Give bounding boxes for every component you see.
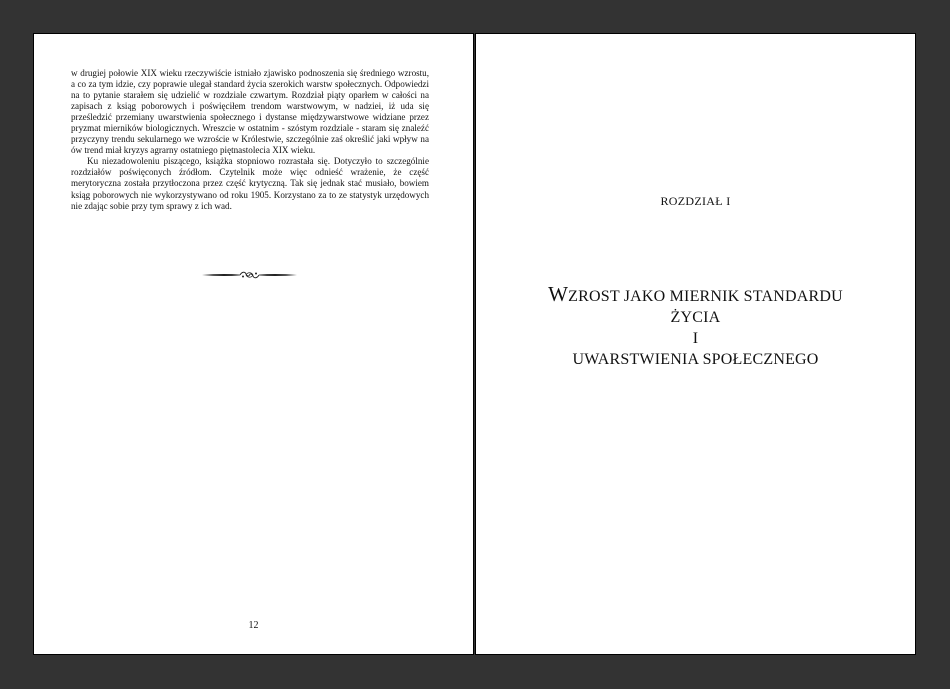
chapter-title: [476, 284, 915, 370]
paragraph-2: Ku niezadowoleniu piszącego, książka stopniowo rozrastała się. Dotyczyło to szczególnie rozdziałów poświęconych źródłom. Czytelnik może więc odnieść wrażenie, że część merytoryczna została przytłoczona przez część krytyczną. Tak się jednak stać musiało, bowiem ksiąg poborowych nie wykorzystywano od roku 1905. Korzystano za to ze statystyk urzędowych nie zdając sobie przy tym sprawy z ich wad.: [71, 156, 429, 211]
paragraph-1: w drugiej połowie XIX wieku rzeczywiście istniało zjawisko podnoszenia się średniego wzrostu, a co za tym idzie, czy poprawie ulegał standard życia szerokich warstw społecznych. Odpowiedzi na to pytanie starałem się udzielić w rozdziale czwartym. Rozdział piąty oparłem w całości na zapisach z ksiąg poborowych i poświęciłem trendom warstwowym, w nadziei, iż uda się prześledzić przemiany uwarstwienia społecznego i dystanse międzywarstwowe widziane przez pryzmat mierników biologicznych. Wreszcie w ostatnim - szóstym rozdziale - staram się znaleźć przyczyny trendu sekularnego we wzroście w Królestwie, szczególnie zaś określić jaki wpływ na ów trend miał kryzys agrarny ostatniego piętnastolecia XIX wieku.: [71, 68, 429, 156]
body-text: [71, 68, 429, 212]
chapter-title-line-4: UWARSTWIENIA SPOŁECZNEGO: [572, 351, 819, 368]
left-page: [33, 33, 474, 655]
right-page: [475, 33, 916, 655]
chapter-title-line-3: I: [692, 330, 699, 347]
decorative-flourish-icon: [202, 270, 297, 280]
chapter-title-line-2: ŻYCIA: [670, 309, 721, 326]
page-number: 12: [248, 620, 259, 631]
chapter-title-line-1: [476, 284, 915, 307]
chapter-label: ROZDZIAŁ I: [660, 194, 731, 208]
chapter-title-line-1-rest: ZROST JAKO MIERNIK STANDARDU: [568, 288, 843, 305]
chapter-title-initial: W: [548, 282, 569, 306]
